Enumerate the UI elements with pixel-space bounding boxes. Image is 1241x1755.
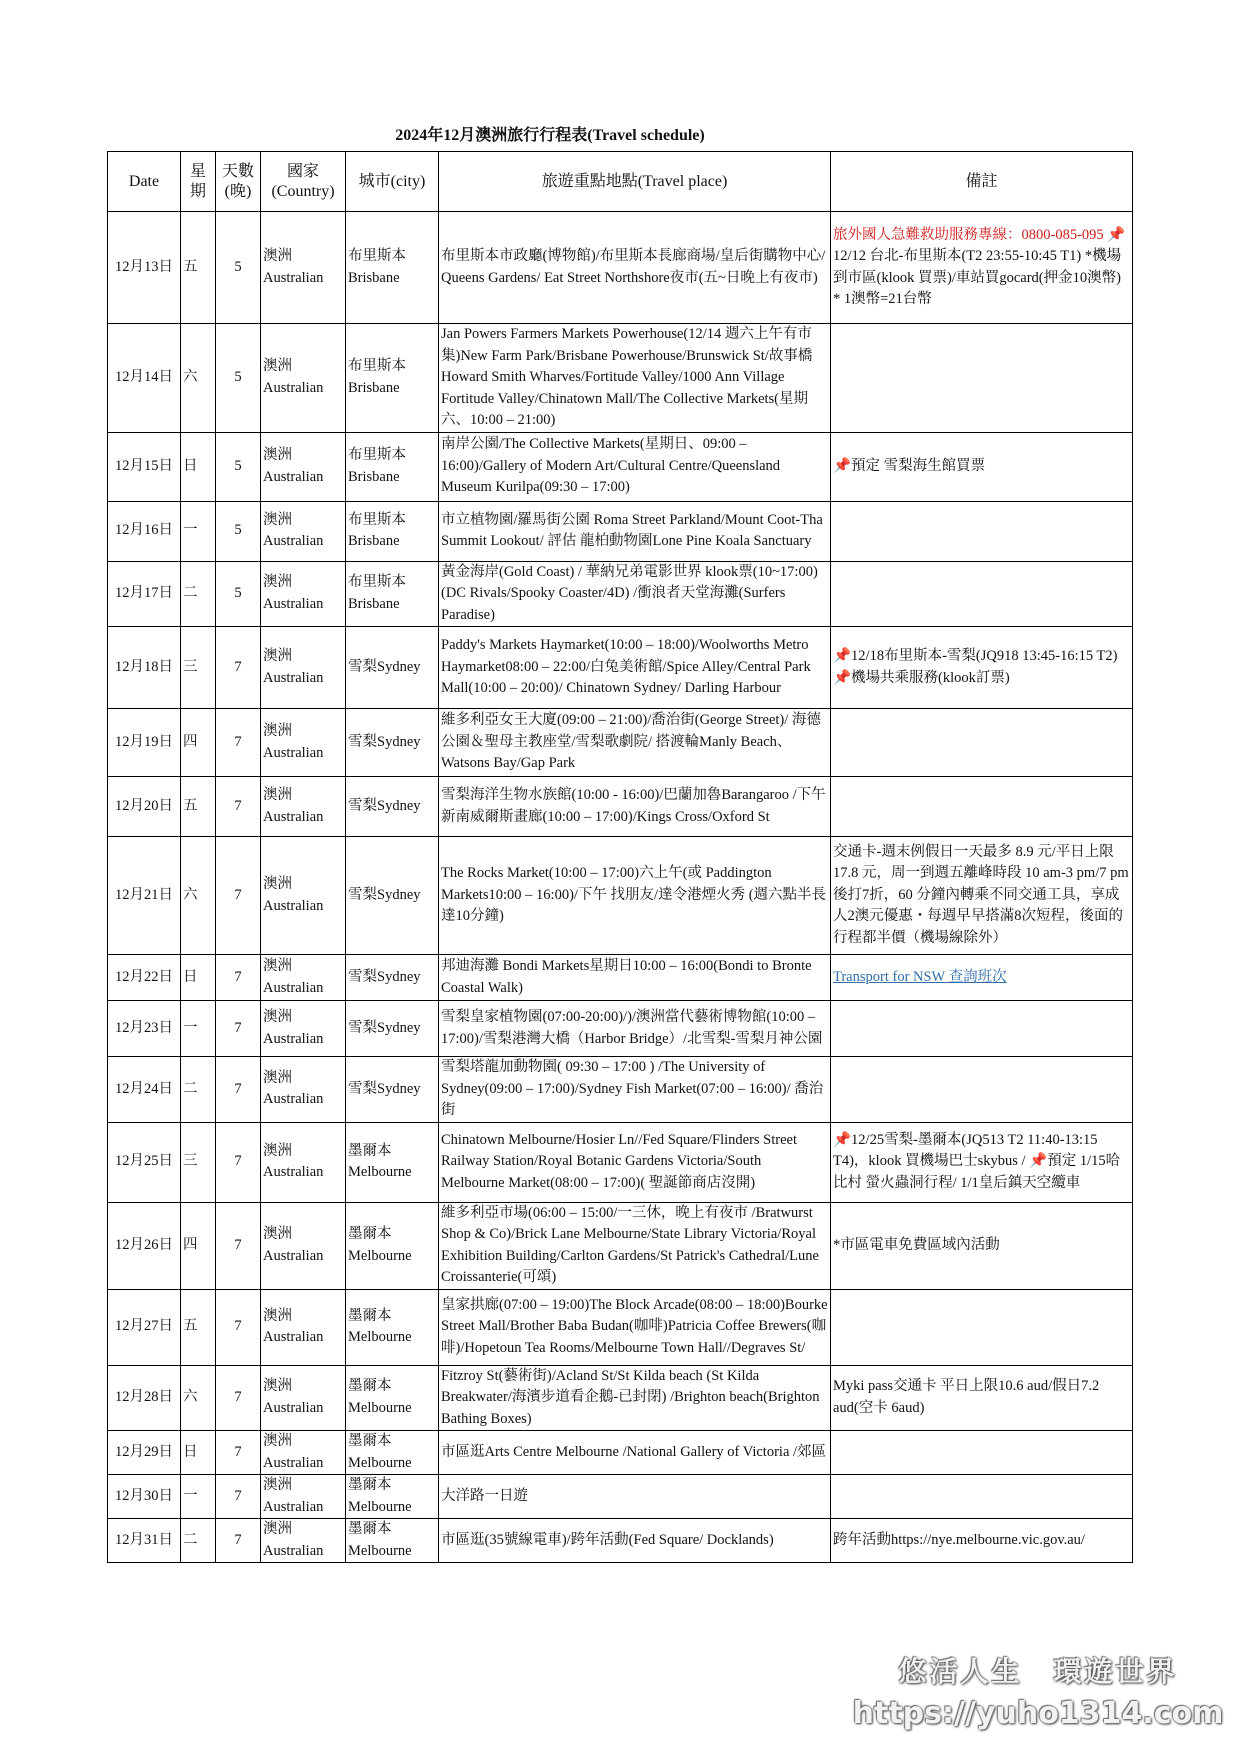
date-cell-text: 12月17日 xyxy=(115,585,173,601)
city-cell xyxy=(346,1202,439,1289)
note-cell xyxy=(831,1519,1133,1563)
nights-cell xyxy=(216,324,261,433)
country-cell xyxy=(261,324,346,433)
city-cell-text: 布里斯本 Brisbane xyxy=(348,248,406,286)
note-cell xyxy=(831,1475,1133,1519)
country-cell-text: 澳洲 Australian xyxy=(263,447,324,485)
date-cell xyxy=(108,1057,181,1123)
nights-cell-text: 7 xyxy=(234,658,242,675)
weekday-cell-text: 三 xyxy=(183,1153,198,1170)
weekday-cell-text: 一 xyxy=(183,1487,198,1504)
date-cell-text: 12月25日 xyxy=(115,1153,173,1170)
table-row xyxy=(108,324,1133,433)
place-cell-text: Fitzroy St(藝術街)/Acland St/St Kilda beach (St Kilda Breakwater/海濱步道看企鵝-已封閉) /Brighton beach(Brighton Bathing Boxes) xyxy=(441,1367,820,1427)
nights-cell xyxy=(216,1001,261,1057)
nights-cell xyxy=(216,561,261,627)
note-cell-content xyxy=(833,842,1130,950)
place-cell-text: Jan Powers Farmers Markets Powerhouse(12/14 週六上午有市集)New Farm Park/Brisbane Powerhouse/Brunswick St/故事橋Howard Smith Wharves/Fortitude Valley/1000 Ann Village Fortitude Valley/Chinatown Mall/The Collective Markets(星期六、10:00 – 21:00) xyxy=(441,326,813,428)
date-cell xyxy=(108,1431,181,1475)
weekday-cell xyxy=(181,212,216,324)
city-cell-text: 雪梨Sydney xyxy=(348,968,421,985)
date-cell xyxy=(108,1365,181,1431)
country-cell xyxy=(261,1475,346,1519)
place-cell-text: Paddy's Markets Haymarket(10:00 – 18:00)/Woolworths Metro Haymarket08:00 – 22:00/白兔美術館/Spice Alley/Central Park Mall(10:00 – 20:00)/ Chinatown Sydney/ Darling Harbour xyxy=(441,637,811,697)
note-cell-content xyxy=(833,225,1130,311)
city-cell-text: 雪梨Sydney xyxy=(348,658,421,675)
date-cell xyxy=(108,1475,181,1519)
table-row xyxy=(108,837,1133,955)
nights-cell-text: 7 xyxy=(234,1531,242,1548)
country-cell-text: 澳洲 Australian xyxy=(263,958,324,996)
watermark-slogan: 悠活人生 環遊世界 xyxy=(898,1655,1178,1688)
note-cell-content xyxy=(833,1235,1130,1257)
nights-cell-text: 7 xyxy=(234,1487,242,1504)
date-cell xyxy=(108,1202,181,1289)
city-cell-text: 墨爾本 Melbourne xyxy=(348,1142,412,1180)
city-cell-text: 布里斯本 Brisbane xyxy=(348,447,406,485)
table-row xyxy=(108,1365,1133,1431)
header-note: 備註 xyxy=(831,152,1133,212)
weekday-cell xyxy=(181,837,216,955)
nights-cell-text: 5 xyxy=(234,457,242,474)
place-cell-text: 布里斯本市政廳(博物館)/布里斯本長廊商場/皇后街購物中心/ Queens Gardens/ Eat Street Northshore夜市(五~日晚上有夜市) xyxy=(441,248,826,286)
page-title: 2024年12月澳洲旅行行程表(Travel schedule) xyxy=(395,127,705,144)
nights-cell xyxy=(216,1122,261,1202)
weekday-cell-text: 六 xyxy=(183,369,198,385)
country-cell-text: 澳洲 Australian xyxy=(263,1521,324,1559)
nights-cell xyxy=(216,432,261,501)
country-cell xyxy=(261,432,346,501)
country-cell xyxy=(261,627,346,709)
transport-nsw-link[interactable]: Transport for NSW 查詢班次 xyxy=(833,968,1007,985)
weekday-cell xyxy=(181,627,216,709)
date-cell-text: 12月13日 xyxy=(115,258,173,275)
weekday-cell-text: 五 xyxy=(183,1318,198,1335)
city-cell xyxy=(346,1365,439,1431)
nights-cell xyxy=(216,1431,261,1475)
city-cell-text: 雪梨Sydney xyxy=(348,1019,421,1036)
country-cell xyxy=(261,1001,346,1057)
city-cell-text: 墨爾本 Melbourne xyxy=(348,1226,412,1264)
table-row xyxy=(108,1001,1133,1057)
place-cell xyxy=(439,1289,831,1365)
place-cell xyxy=(439,1475,831,1519)
place-cell xyxy=(439,777,831,837)
city-cell xyxy=(346,709,439,777)
weekday-cell xyxy=(181,777,216,837)
table-row xyxy=(108,1122,1133,1202)
date-cell-text: 12月30日 xyxy=(115,1487,173,1504)
place-cell xyxy=(439,837,831,955)
note-text: 交通卡-週末例假日一天最多 8.9 元/平日上限 17.8 元，周一到週五離峰時段 10 am-3 pm/7 pm 後打7折，60 分鐘內轉乘不同交通工具，享成人2澳元優惠・每週早早搭滿8次短程，後面的行程都半價（機場線除外） xyxy=(833,843,1129,946)
place-cell-text: 南岸公園/The Collective Markets(星期日、09:00 – 16:00)/Gallery of Modern Art/Cultural Centre/Queensland Museum Kurilpa(09:30 – 17:00) xyxy=(441,436,781,496)
country-cell-text: 澳洲 Australian xyxy=(263,574,324,612)
place-cell xyxy=(439,1365,831,1431)
date-cell xyxy=(108,1122,181,1202)
date-cell xyxy=(108,501,181,561)
weekday-cell xyxy=(181,1202,216,1289)
city-cell-text: 雪梨Sydney xyxy=(348,797,421,814)
place-cell xyxy=(439,324,831,433)
country-cell-text: 澳洲 Australian xyxy=(263,1069,324,1108)
nights-cell-text: 7 xyxy=(234,1236,242,1253)
nights-cell xyxy=(216,627,261,709)
city-cell xyxy=(346,212,439,324)
country-cell xyxy=(261,1057,346,1123)
header-city: 城市(city) xyxy=(346,152,439,212)
date-cell-text: 12月16日 xyxy=(115,522,173,539)
city-cell-text: 雪梨Sydney xyxy=(348,886,421,903)
country-cell-text: 澳洲 Australian xyxy=(263,1009,324,1047)
table-row xyxy=(108,627,1133,709)
city-cell-text: 墨爾本 Melbourne xyxy=(348,1307,412,1345)
nights-cell xyxy=(216,501,261,561)
city-cell xyxy=(346,955,439,1001)
note-cell-content xyxy=(833,1130,1130,1195)
note-cell-content xyxy=(833,1376,1130,1419)
nights-cell xyxy=(216,1289,261,1365)
city-cell-text: 墨爾本 Melbourne xyxy=(348,1433,412,1471)
city-cell xyxy=(346,777,439,837)
country-cell-text: 澳洲 Australian xyxy=(263,358,324,396)
date-cell-text: 12月26日 xyxy=(115,1236,173,1253)
weekday-cell xyxy=(181,501,216,561)
weekday-cell-text: 日 xyxy=(183,457,198,474)
note-cell xyxy=(831,1001,1133,1057)
nights-cell-text: 7 xyxy=(234,733,242,750)
weekday-cell-text: 二 xyxy=(183,1531,198,1548)
nights-cell xyxy=(216,955,261,1001)
date-cell xyxy=(108,432,181,501)
table-row xyxy=(108,1431,1133,1475)
note-cell-content xyxy=(833,456,1130,478)
nights-cell-text: 5 xyxy=(234,585,242,601)
note-cell xyxy=(831,1057,1133,1123)
watermark xyxy=(848,1650,1228,1731)
date-cell xyxy=(108,955,181,1001)
weekday-cell xyxy=(181,1001,216,1057)
city-cell xyxy=(346,432,439,501)
nights-cell-text: 7 xyxy=(234,1389,242,1405)
date-cell xyxy=(108,1519,181,1563)
note-cell xyxy=(831,627,1133,709)
city-cell-text: 雪梨Sydney xyxy=(348,1080,421,1097)
nights-cell-text: 7 xyxy=(234,886,242,903)
schedule-body xyxy=(108,212,1133,1563)
place-cell xyxy=(439,1122,831,1202)
city-cell xyxy=(346,627,439,709)
date-cell xyxy=(108,709,181,777)
place-cell xyxy=(439,1519,831,1563)
city-cell-text: 布里斯本 Brisbane xyxy=(348,511,406,549)
country-cell xyxy=(261,501,346,561)
date-cell xyxy=(108,777,181,837)
header-country: 國家(Country) xyxy=(261,152,346,212)
nights-cell-text: 7 xyxy=(234,1080,242,1097)
weekday-cell-text: 六 xyxy=(183,1389,198,1405)
place-cell-text: 黃金海岸(Gold Coast) / 華納兄弟電影世界 klook票(10~17:00)(DC Rivals/Spooky Coaster/4D) /衝浪者天堂海灘(Surfers Paradise) xyxy=(441,563,818,623)
place-cell-text: 市立植物園/羅馬街公園 Roma Street Parkland/Mount Coot-Tha Summit Lookout/ 評估 龍柏動物園Lone Pine Koala Sanctuary xyxy=(441,511,823,549)
place-cell xyxy=(439,212,831,324)
weekday-cell xyxy=(181,432,216,501)
nights-cell-text: 7 xyxy=(234,1443,242,1460)
city-cell xyxy=(346,1475,439,1519)
note-cell-content xyxy=(833,1530,1130,1552)
nights-cell xyxy=(216,709,261,777)
place-cell-text: 市區逛(35號線電車)/跨年活動(Fed Square/ Docklands) xyxy=(441,1531,774,1548)
note-text: *市區電車免費區域內活動 xyxy=(833,1236,1000,1253)
country-cell-text: 澳洲 Australian xyxy=(263,1142,324,1180)
note-text: 📌12/12 台北-布里斯本(T2 23:55-10:45 T1) *機場到市區(klook 買票)/車站買gocard(押金10澳幣) * 1澳幣=21台幣 xyxy=(833,226,1126,307)
weekday-cell-text: 三 xyxy=(183,658,198,675)
note-cell xyxy=(831,955,1133,1001)
table-row xyxy=(108,212,1133,324)
country-cell-text: 澳洲 Australian xyxy=(263,248,324,286)
note-text: 📌12/18布里斯本-雪梨(JQ918 13:45-16:15 T2) 📌機場共乘服務(klook訂票) xyxy=(833,648,1118,686)
note-cell xyxy=(831,1365,1133,1431)
date-cell-text: 12月20日 xyxy=(115,797,173,814)
place-cell-text: 邦迪海灘 Bondi Markets星期日10:00 – 16:00(Bondi to Bronte Coastal Walk) xyxy=(441,958,812,996)
date-cell-text: 12月21日 xyxy=(115,886,173,903)
city-cell xyxy=(346,501,439,561)
city-cell xyxy=(346,1289,439,1365)
table-row xyxy=(108,1475,1133,1519)
date-cell-text: 12月24日 xyxy=(115,1080,173,1097)
date-cell-text: 12月31日 xyxy=(115,1531,173,1548)
nights-cell-text: 7 xyxy=(234,968,242,985)
note-cell xyxy=(831,561,1133,627)
date-cell-text: 12月18日 xyxy=(115,658,173,675)
country-cell-text: 澳洲 Australian xyxy=(263,723,324,761)
place-cell-text: 大洋路一日遊 xyxy=(441,1487,528,1504)
note-cell xyxy=(831,324,1133,433)
table-row xyxy=(108,1202,1133,1289)
country-cell xyxy=(261,777,346,837)
table-row xyxy=(108,501,1133,561)
note-cell xyxy=(831,1122,1133,1202)
date-cell xyxy=(108,561,181,627)
place-cell-text: 雪梨海洋生物水族館(10:00 - 16:00)/巴蘭加魯Barangaroo /下午 新南威爾斯畫廊(10:00 – 17:00)/Kings Cross/Oxford St xyxy=(441,787,826,825)
date-cell-text: 12月28日 xyxy=(115,1389,173,1405)
table-row xyxy=(108,1289,1133,1365)
table-row xyxy=(108,561,1133,627)
table-row xyxy=(108,709,1133,777)
nights-cell-text: 7 xyxy=(234,797,242,814)
city-cell xyxy=(346,561,439,627)
city-cell xyxy=(346,837,439,955)
nights-cell xyxy=(216,1475,261,1519)
nights-cell xyxy=(216,1057,261,1123)
country-cell xyxy=(261,1519,346,1563)
weekday-cell-text: 二 xyxy=(183,1080,198,1097)
note-cell xyxy=(831,709,1133,777)
weekday-cell-text: 日 xyxy=(183,968,198,985)
note-text: 📌預定 雪梨海生館買票 xyxy=(833,457,986,474)
place-cell-text: Chinatown Melbourne/Hosier Ln//Fed Square/Flinders Street Railway Station/Royal Botanic Gardens Victoria/South Melbourne Market(08:00 – 17:00)( 聖誕節商店沒開) xyxy=(441,1131,798,1191)
city-cell xyxy=(346,324,439,433)
header-weekday: 星期 xyxy=(181,152,216,212)
nights-cell xyxy=(216,837,261,955)
city-cell xyxy=(346,1057,439,1123)
note-cell xyxy=(831,1431,1133,1475)
place-cell xyxy=(439,627,831,709)
note-cell-content xyxy=(833,967,1130,989)
note-cell xyxy=(831,1289,1133,1365)
note-text: 跨年活動https://nye.melbourne.vic.gov.au/ xyxy=(833,1531,1085,1548)
nights-cell-text: 7 xyxy=(234,1153,242,1170)
weekday-cell-text: 一 xyxy=(183,1019,198,1036)
weekday-cell xyxy=(181,324,216,433)
country-cell xyxy=(261,561,346,627)
note-cell xyxy=(831,501,1133,561)
city-cell-text: 雪梨Sydney xyxy=(348,733,421,750)
table-row xyxy=(108,1519,1133,1563)
note-cell-content xyxy=(833,646,1130,689)
place-cell xyxy=(439,561,831,627)
weekday-cell-text: 二 xyxy=(183,585,198,601)
city-cell xyxy=(346,1431,439,1475)
place-cell xyxy=(439,709,831,777)
note-text: 📌12/25雪梨-墨爾本(JQ513 T2 11:40-13:15 T4)，klook 買機場巴士skybus / 📌預定 1/15哈比村 螢火蟲洞行程/ 1/1皇后鎮天空纜車 xyxy=(833,1131,1121,1191)
weekday-cell-text: 四 xyxy=(183,733,198,750)
city-cell xyxy=(346,1122,439,1202)
date-cell-text: 12月27日 xyxy=(115,1318,173,1335)
country-cell-text: 澳洲 Australian xyxy=(263,1378,324,1416)
place-cell-text: 維多利亞女王大廈(09:00 – 21:00)/喬治街(George Street)/ 海德公園＆聖母主教座堂/雪梨歌劇院/ 搭渡輪Manly Beach、Watsons Bay/Gap Park xyxy=(441,712,821,772)
note-cell xyxy=(831,777,1133,837)
place-cell xyxy=(439,501,831,561)
date-cell xyxy=(108,324,181,433)
city-cell-text: 墨爾本 Melbourne xyxy=(348,1378,412,1416)
weekday-cell-text: 一 xyxy=(183,522,198,539)
country-cell-text: 澳洲 Australian xyxy=(263,787,324,825)
date-cell xyxy=(108,627,181,709)
schedule-table xyxy=(107,151,1133,1563)
place-cell-text: 皇家拱廊(07:00 – 19:00)The Block Arcade(08:00 – 18:00)Bourke Street Mall/Brother Baba Budan(咖啡)Patricia Coffee Brewers(咖啡)/Hopetoun Tea Rooms/Melbourne Town Hall//Degraves St/ xyxy=(441,1296,828,1356)
nights-cell-text: 5 xyxy=(234,258,242,275)
table-row xyxy=(108,1057,1133,1123)
weekday-cell xyxy=(181,1289,216,1365)
nights-cell-text: 5 xyxy=(234,369,242,385)
country-cell-text: 澳洲 Australian xyxy=(263,876,324,914)
country-cell xyxy=(261,1289,346,1365)
nights-cell xyxy=(216,777,261,837)
weekday-cell xyxy=(181,1365,216,1431)
header-place: 旅遊重點地點(Travel place) xyxy=(439,152,831,212)
country-cell-text: 澳洲 Australian xyxy=(263,1226,324,1264)
date-cell xyxy=(108,1289,181,1365)
note-cell xyxy=(831,837,1133,955)
date-cell-text: 12月14日 xyxy=(115,369,173,385)
country-cell xyxy=(261,1365,346,1431)
date-cell xyxy=(108,212,181,324)
weekday-cell-text: 四 xyxy=(183,1236,198,1253)
weekday-cell-text: 六 xyxy=(183,886,198,903)
country-cell xyxy=(261,1122,346,1202)
country-cell-text: 澳洲 Australian xyxy=(263,648,324,686)
note-cell xyxy=(831,1202,1133,1289)
nights-cell xyxy=(216,1202,261,1289)
country-cell xyxy=(261,709,346,777)
place-cell xyxy=(439,432,831,501)
date-cell-text: 12月15日 xyxy=(115,457,173,474)
weekday-cell-text: 五 xyxy=(183,797,198,814)
place-cell xyxy=(439,1202,831,1289)
nights-cell-text: 7 xyxy=(234,1318,242,1335)
note-text: Myki pass交通卡 平日上限10.6 aud/假日7.2 aud(空卡 6aud) xyxy=(833,1378,1100,1416)
weekday-cell xyxy=(181,1475,216,1519)
city-cell-text: 布里斯本 Brisbane xyxy=(348,574,406,612)
note-cell xyxy=(831,212,1133,324)
weekday-cell xyxy=(181,1057,216,1123)
city-cell xyxy=(346,1001,439,1057)
place-cell xyxy=(439,955,831,1001)
city-cell-text: 墨爾本 Melbourne xyxy=(348,1521,412,1559)
table-row xyxy=(108,432,1133,501)
table-row xyxy=(108,777,1133,837)
date-cell-text: 12月23日 xyxy=(115,1019,173,1036)
emergency-hotline-text: 旅外國人急難救助服務專線：0800-085-095 xyxy=(833,226,1104,243)
place-cell xyxy=(439,1431,831,1475)
country-cell-text: 澳洲 Australian xyxy=(263,1433,324,1471)
header-row xyxy=(108,152,1133,212)
date-cell-text: 12月29日 xyxy=(115,1443,173,1460)
place-cell xyxy=(439,1001,831,1057)
weekday-cell xyxy=(181,709,216,777)
city-cell-text: 布里斯本 Brisbane xyxy=(348,358,406,396)
header-date: Date xyxy=(108,152,181,212)
nights-cell xyxy=(216,212,261,324)
place-cell-text: The Rocks Market(10:00 – 17:00)六上午(或 Paddington Markets10:00 – 16:00)/下午 找朋友/達令港煙火秀 (週六點半長達10分鐘) xyxy=(441,865,827,925)
watermark-url: https://yuho1314.com xyxy=(852,1696,1224,1731)
country-cell xyxy=(261,1431,346,1475)
nights-cell-text: 7 xyxy=(234,1019,242,1036)
weekday-cell-text: 五 xyxy=(183,258,198,275)
weekday-cell xyxy=(181,1431,216,1475)
weekday-cell xyxy=(181,1519,216,1563)
nights-cell xyxy=(216,1365,261,1431)
country-cell xyxy=(261,955,346,1001)
date-cell-text: 12月19日 xyxy=(115,733,173,750)
weekday-cell xyxy=(181,561,216,627)
place-cell-text: 雪梨皇家植物園(07:00-20:00)/)/澳洲當代藝術博物館(10:00 – 17:00)/雪梨港灣大橋（Harbor Bridge）/北雪梨-雪梨月神公園 xyxy=(441,1009,823,1047)
weekday-cell-text: 日 xyxy=(183,1443,198,1460)
city-cell xyxy=(346,1519,439,1563)
country-cell xyxy=(261,837,346,955)
weekday-cell xyxy=(181,1122,216,1202)
place-cell-text: 市區逛Arts Centre Melbourne /National Gallery of Victoria /郊區 xyxy=(441,1443,827,1460)
place-cell-text: 雪梨塔龍加動物園( 09:30 – 17:00 ) /The University of Sydney(09:00 – 17:00)/Sydney Fish Market(07:00 – 16:00)/ 喬治街 xyxy=(441,1059,824,1118)
note-cell xyxy=(831,432,1133,501)
country-cell xyxy=(261,1202,346,1289)
country-cell-text: 澳洲 Australian xyxy=(263,1307,324,1345)
country-cell-text: 澳洲 Australian xyxy=(263,511,324,549)
date-cell-text: 12月22日 xyxy=(115,968,173,985)
place-cell-text: 維多利亞市場(06:00 – 15:00/一三休，晚上有夜市 /Bratwurst Shop & Co)/Brick Lane Melbourne/State Library Victoria/Royal Exhibition Building/Carlton Gardens/St Patrick's Cathedral/Lune Croissanterie(可頌) xyxy=(441,1204,819,1285)
table-row xyxy=(108,955,1133,1001)
country-cell-text: 澳洲 Australian xyxy=(263,1477,324,1515)
header-nights: 天數(晚) xyxy=(216,152,261,212)
place-cell xyxy=(439,1057,831,1123)
nights-cell xyxy=(216,1519,261,1563)
nights-cell-text: 5 xyxy=(234,522,242,539)
date-cell xyxy=(108,837,181,955)
weekday-cell xyxy=(181,955,216,1001)
city-cell-text: 墨爾本 Melbourne xyxy=(348,1477,412,1515)
country-cell xyxy=(261,212,346,324)
date-cell xyxy=(108,1001,181,1057)
